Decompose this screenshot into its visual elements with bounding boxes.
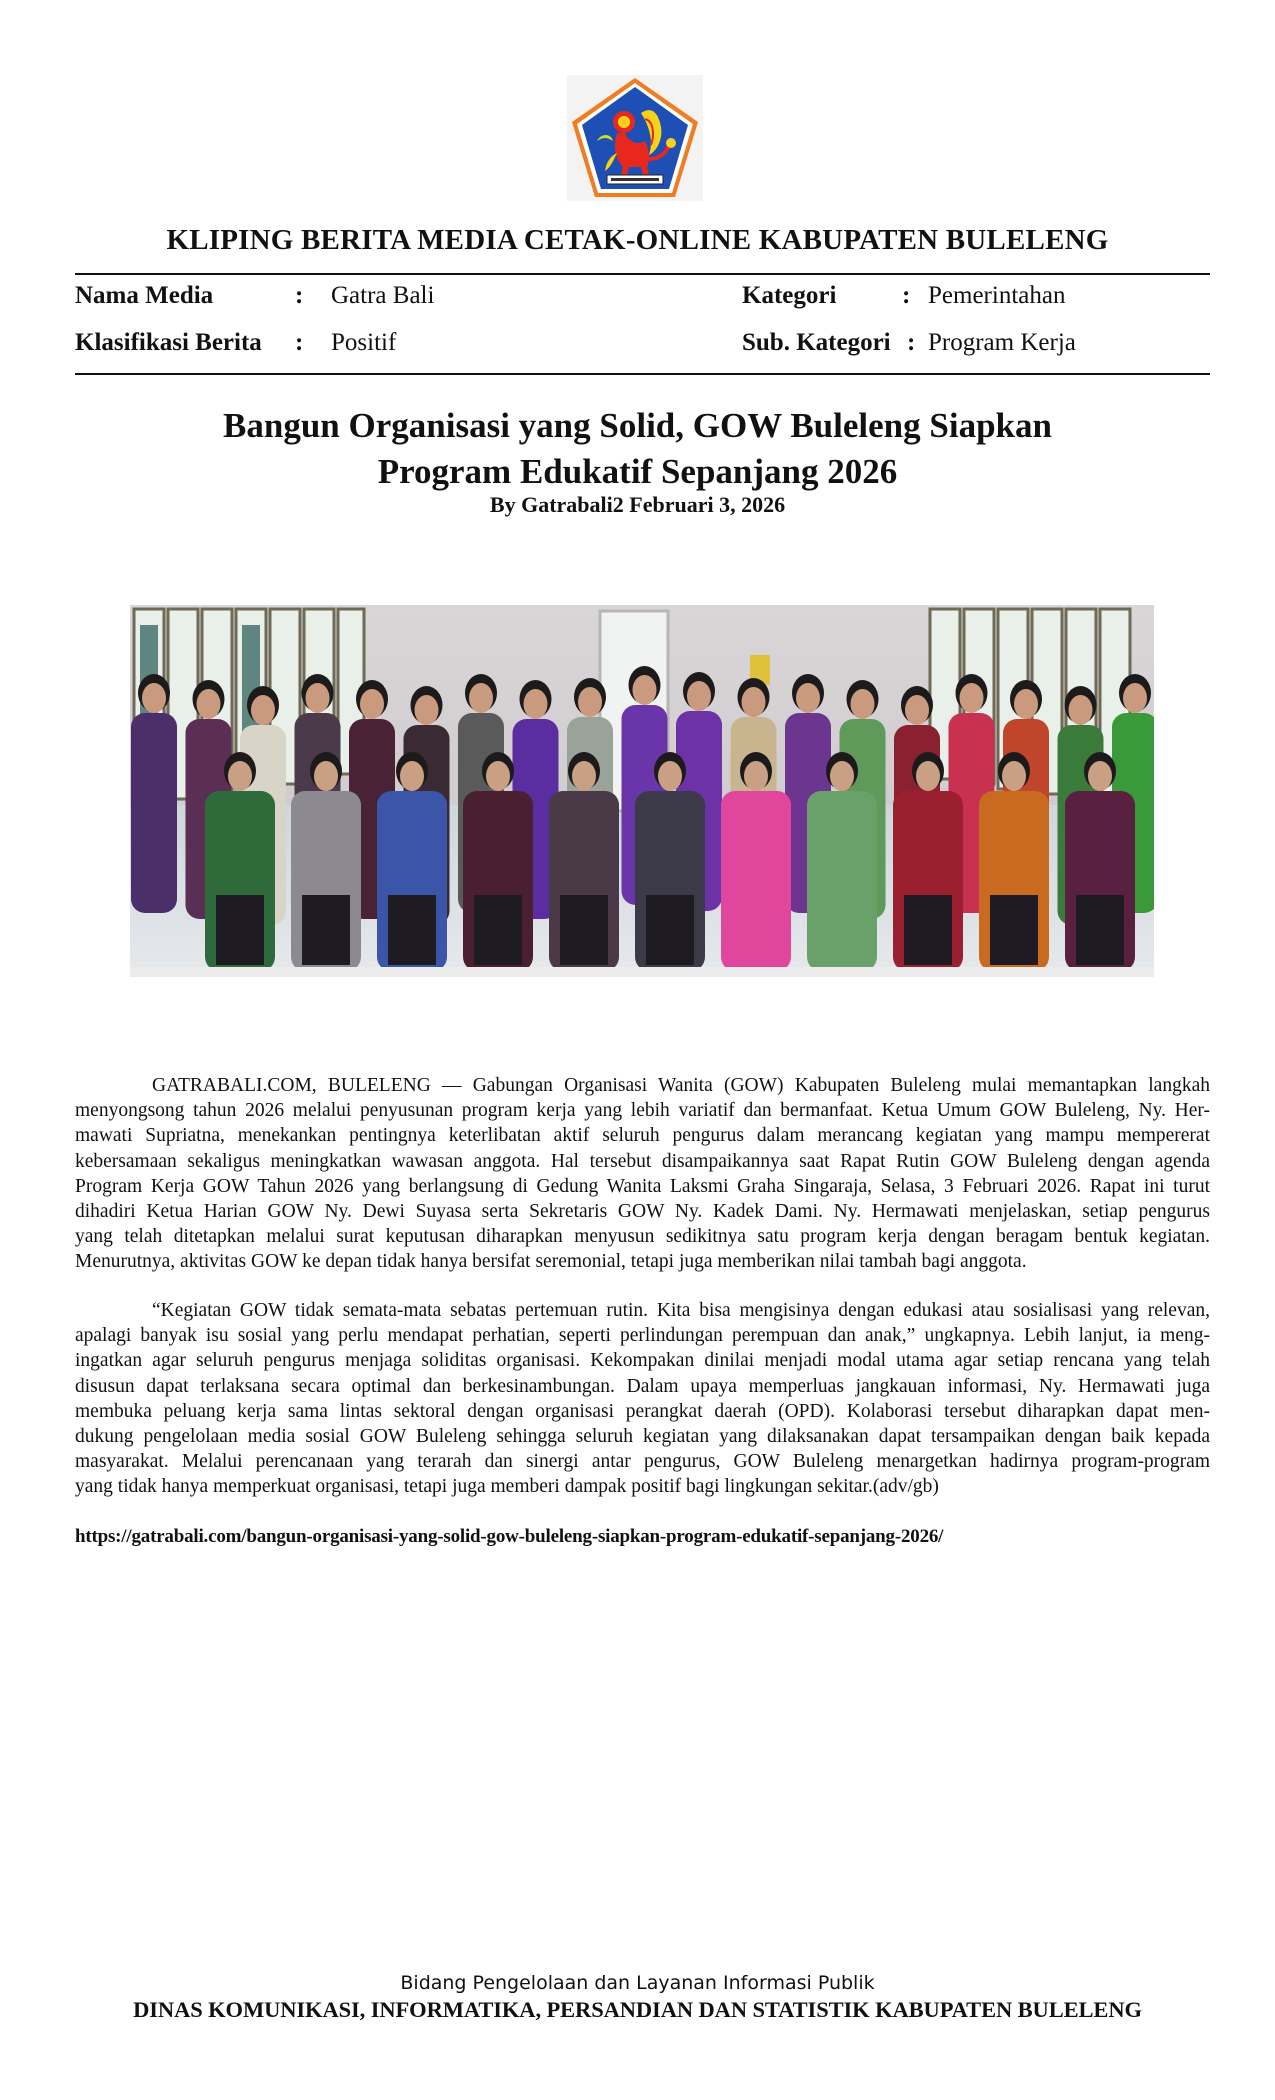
singa-ambara-raja-emblem-icon [567,75,703,201]
header-top-divider [75,273,1210,275]
article-byline: By Gatrabali2 Februari 3, 2026 [489,492,786,517]
meta-colon: : [295,282,304,309]
meta-colon: : [902,282,911,309]
paragraph-line: menyongsong tahun 2026 melalui penyusunan program kerja yang lebih variatif dan bermanfaat. Ketua Umum GOW Buleleng, Ny. Her- [75,1100,1210,1122]
paragraph-line: dukung pengelolaan media sosial GOW Buleleng sehingga seluruh kegiatan yang dilaksanakan dapat tersampaikan dengan baik kepada [75,1425,1210,1447]
group-photo-image [130,605,1154,977]
headline-line: Bangun Organisasi yang Solid, GOW Buleleng Siapkan [223,406,1052,445]
paragraph-line: ingatkan agar seluruh pengurus menjaga soliditas organisasi. Kekompakan dinilai menjadi modal utama agar setiap rencana yang telah [75,1350,1210,1372]
paragraph-line: masyarakat. Melalui perencanaan yang terarah dan sinergi antar pengurus, GOW Buleleng menargetkan hadirnya program-program [75,1451,1210,1473]
header-bottom-divider [75,373,1210,375]
paragraph-line: “Kegiatan GOW tidak semata-mata sebatas pertemuan rutin. Kita bisa mengisinya dengan edukasi atau sosialisasi yang relevan, [152,1300,1210,1321]
meta-value: Pemerintahan [928,282,1066,309]
paragraph-line: dihadiri Ketua Harian GOW Ny. Dewi Suyasa serta Sekretaris GOW Ny. Kadek Dami. Ny. Hermawati menjelaskan, setiap pengurus [75,1200,1210,1222]
meta-label: Nama Media [75,282,214,309]
article-headline [0,403,1275,495]
meta-kategori [742,281,1065,311]
article-photo [130,605,1154,977]
article-paragraph-1 [75,1073,1210,1275]
kliping-title: KLIPING BERITA MEDIA CETAK-ONLINE KABUPATEN BULELENG [166,224,1109,256]
paragraph-line: Menurutnya, aktivitas GOW ke depan tidak hanya bersifat seremonial, tetapi juga memberikan nilai tambah bagi anggota. [75,1251,1027,1273]
paragraph-line: disusun dapat terlaksana secara optimal dan berkesinambungan. Dalam upaya memperluas jangkauan informasi, Ny. Hermawati juga [75,1375,1210,1397]
paragraph-line: apalagi banyak isu sosial yang perlu mendapat perhatian, seperti perlindungan perempuan dan anak,” ungkapnya. Lebih lanjut, ia meng- [75,1325,1210,1347]
paragraph-line: yang tidak hanya memperkuat organisasi, tetapi juga memberi dampak positif bagi lingkungan sekitar.(adv/gb) [75,1476,939,1498]
meta-value: Positif [331,329,397,356]
meta-value: Gatra Bali [331,282,435,309]
paragraph-line: yang telah ditetapkan melalui surat keputusan diharapkan menyusun sedikitnya satu program kerja dengan beragam bentuk kegiatan. [75,1226,1210,1248]
paragraph-line: mawati Supriatna, menekankan pentingnya keterlibatan aktif seluruh pengurus dalam merancang kegiatan yang mampu mempererat [75,1125,1210,1147]
kabupaten-buleleng-logo [567,75,703,201]
article-paragraph-2 [75,1298,1210,1500]
meta-colon: : [295,329,304,356]
meta-klasifikasi-berita [75,328,396,358]
meta-label: Klasifikasi Berita [75,329,262,356]
paragraph-line: Program Kerja GOW Tahun 2026 yang berlangsung di Gedung Wanita Laksmi Graha Singaraja, Selasa, 3 Februari 2026. Rapat ini turut [75,1175,1210,1197]
meta-label: Sub. Kategori [742,329,891,356]
paragraph-line: GATRABALI.COM, BULELENG — Gabungan Organisasi Wanita (GOW) Kabupaten Buleleng mulai memantapkan langkah [152,1075,1210,1096]
meta-colon: : [907,329,916,356]
source-url-link[interactable]: https://gatrabali.com/bangun-organisasi-yang-solid-gow-buleleng-siapkan-program-edukatif-sepanjang-2026/ [75,1526,944,1547]
meta-label: Kategori [742,282,837,309]
footer-unit: Bidang Pengelolaan dan Layanan Informasi Publik [400,1972,875,1994]
meta-nama-media [75,281,434,311]
photo-person [131,713,177,913]
paragraph-line: membuka peluang kerja sama lintas sektoral dengan organisasi perangkat daerah (OPD). Kolaborasi tersebut diharapkan dapat men- [75,1400,1210,1422]
paragraph-line: kebersamaan sekaligus meningkatkan wawasan anggota. Hal tersebut disampaikannya saat Rapat Rutin GOW Buleleng dengan agenda [75,1150,1210,1172]
meta-value: Program Kerja [928,329,1076,356]
footer-agency: DINAS KOMUNIKASI, INFORMATIKA, PERSANDIAN DAN STATISTIK KABUPATEN BULELENG [133,1997,1142,2022]
headline-line: Program Edukatif Sepanjang 2026 [377,452,898,491]
meta-sub-kategori [742,328,1076,358]
